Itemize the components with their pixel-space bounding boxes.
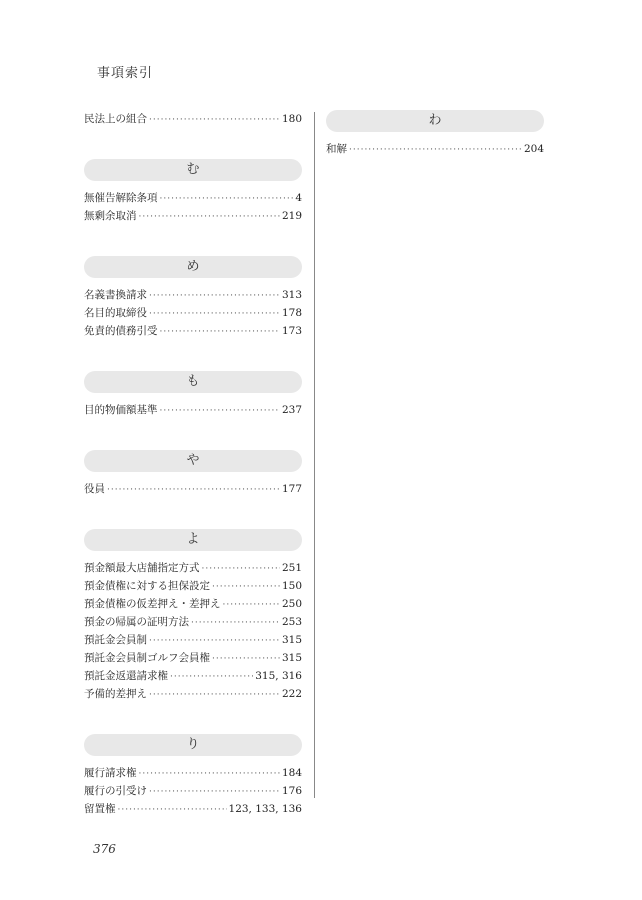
index-page-ref: 178 <box>281 307 302 319</box>
section-heading: よ <box>84 529 302 551</box>
index-term: 名義書換請求 <box>84 289 147 301</box>
index-entry <box>84 304 302 322</box>
index-term: 無剰余取消 <box>84 210 137 222</box>
dot-leader <box>349 141 522 159</box>
dot-leader <box>149 632 280 650</box>
dot-leader <box>139 208 280 226</box>
index-term: 履行請求権 <box>84 767 137 779</box>
index-term: 役員 <box>84 483 105 495</box>
section-heading: や <box>84 450 302 472</box>
index-entry <box>84 480 302 498</box>
index-section-yo <box>84 529 302 703</box>
index-section-ri <box>84 734 302 818</box>
index-section-wa <box>326 110 544 158</box>
index-column-right <box>326 110 544 189</box>
dot-leader <box>160 190 294 208</box>
dot-leader <box>139 765 280 783</box>
index-term: 預金の帰属の証明方法 <box>84 616 189 628</box>
index-entry <box>84 667 302 685</box>
index-term: 履行の引受け <box>84 785 147 797</box>
section-heading: り <box>84 734 302 756</box>
index-page-ref: 237 <box>281 404 302 416</box>
index-entry <box>84 286 302 304</box>
index-term: 留置権 <box>84 803 116 815</box>
index-page-ref: 150 <box>281 580 302 592</box>
index-entry <box>84 110 302 128</box>
index-page-ref: 315 <box>281 634 302 646</box>
dot-leader <box>149 783 280 801</box>
dot-leader <box>212 650 280 668</box>
index-page-ref: 313 <box>281 289 302 301</box>
index-section-ya <box>84 450 302 498</box>
dot-leader <box>118 801 227 819</box>
index-page-ref: 204 <box>523 143 544 155</box>
index-entry <box>84 764 302 782</box>
dot-leader <box>107 481 280 499</box>
dot-leader <box>160 402 280 420</box>
index-entry <box>84 401 302 419</box>
dot-leader <box>149 686 280 704</box>
index-entry <box>84 207 302 225</box>
index-term: 預託金会員制ゴルフ会員権 <box>84 652 210 664</box>
index-section-mu <box>84 159 302 225</box>
index-term: 預金債権の仮差押え・差押え <box>84 598 221 610</box>
index-column-left <box>84 110 302 849</box>
index-term: 預託金返還請求権 <box>84 670 168 682</box>
index-page-ref: 251 <box>281 562 302 574</box>
index-entry <box>84 559 302 577</box>
index-page-ref: 250 <box>281 598 302 610</box>
dot-leader <box>223 596 280 614</box>
index-page-ref: 253 <box>281 616 302 628</box>
dot-leader <box>149 111 280 129</box>
index-page-ref: 123, 133, 136 <box>228 803 302 815</box>
index-term: 預託金会員制 <box>84 634 147 646</box>
section-heading: も <box>84 371 302 393</box>
index-entry <box>84 800 302 818</box>
index-entry <box>84 685 302 703</box>
index-term: 予備的差押え <box>84 688 147 700</box>
index-entry <box>84 631 302 649</box>
index-page-ref: 222 <box>281 688 302 700</box>
index-page-ref: 176 <box>281 785 302 797</box>
dot-leader <box>202 560 280 578</box>
index-term: 免責的債務引受 <box>84 325 158 337</box>
index-entry <box>326 140 544 158</box>
index-term: 無催告解除条項 <box>84 192 158 204</box>
dot-leader <box>149 305 280 323</box>
index-term: 預金額最大店舗指定方式 <box>84 562 200 574</box>
index-term: 民法上の組合 <box>84 113 147 125</box>
index-entry <box>84 189 302 207</box>
running-head: 事項索引 <box>97 66 154 81</box>
index-continued-block <box>84 110 302 128</box>
section-heading: め <box>84 256 302 278</box>
index-term: 和解 <box>326 143 347 155</box>
index-term: 目的物価額基準 <box>84 404 158 416</box>
section-heading: わ <box>326 110 544 132</box>
dot-leader <box>212 578 280 596</box>
index-entry <box>84 613 302 631</box>
dot-leader <box>170 668 253 686</box>
index-entry <box>84 595 302 613</box>
dot-leader <box>149 287 280 305</box>
index-page-ref: 219 <box>281 210 302 222</box>
index-entry <box>84 577 302 595</box>
index-entry <box>84 782 302 800</box>
index-term: 名目的取締役 <box>84 307 147 319</box>
column-divider <box>314 112 315 798</box>
index-entry <box>84 322 302 340</box>
index-section-mo <box>84 371 302 419</box>
section-heading: む <box>84 159 302 181</box>
index-page-ref: 184 <box>281 767 302 779</box>
index-term: 預金債権に対する担保設定 <box>84 580 210 592</box>
index-entry <box>84 649 302 667</box>
index-page-ref: 4 <box>295 192 302 204</box>
index-page-ref: 177 <box>281 483 302 495</box>
index-page-ref: 173 <box>281 325 302 337</box>
index-page-ref: 180 <box>281 113 302 125</box>
dot-leader <box>191 614 280 632</box>
page-number: 376 <box>93 842 116 856</box>
index-page-ref: 315, 316 <box>255 670 302 682</box>
dot-leader <box>160 323 280 341</box>
index-section-me <box>84 256 302 340</box>
index-page-ref: 315 <box>281 652 302 664</box>
